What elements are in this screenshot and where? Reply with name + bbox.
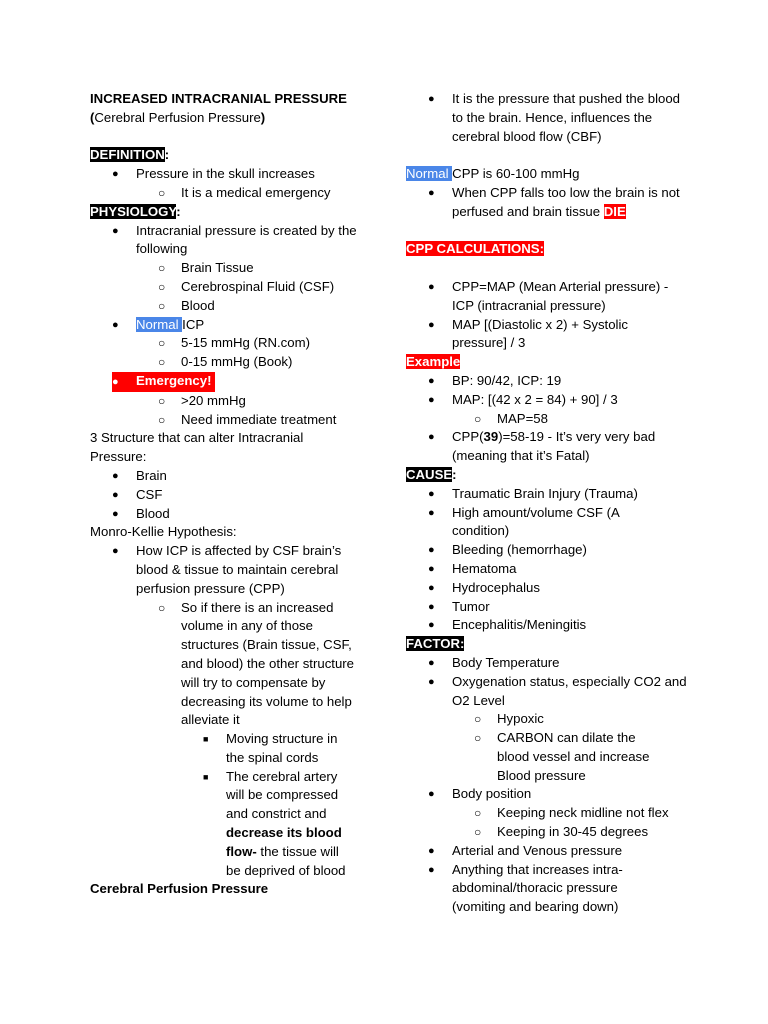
document-subtitle: (Cerebral Perfusion Pressure) [90,109,266,125]
example-heading: Example [406,354,461,370]
list-item: ○ So if there is an increased volume in any of those structures (Brain tissue, CSF, and blood) the other structure will try to compensate by decreasing its volume to help alleviate it [158,599,355,728]
list-item: ○ 0-15 mmHg (Book) [158,354,293,370]
list-item: ○ Cerebrospinal Fluid (CSF) [158,278,335,294]
list-item: ○ >20 mmHg [158,392,246,408]
list-item: ● BP: 90/42, ICP: 19 [428,372,562,388]
document-title: INCREASED INTRACRANIAL PRESSURE [90,91,347,106]
list-item: ● Body Temperature [428,654,560,670]
structure-intro: 3 Structure that can alter Intracranial Pressure: [90,430,304,465]
list-item: ● Tumor [428,598,490,614]
right-column [406,90,706,917]
normal-highlight: Normal [136,316,183,332]
normal-highlight: Normal [406,166,453,182]
list-item: ● How ICP is affected by CSF brain’s blood & tissue to maintain cerebral perfusion pressure (CPP) [112,543,342,596]
list-item: ○ 5-15 mmHg (RN.com) [158,335,310,351]
list-item: ● Anything that increases intra-abdominal/thoracic pressure (vomiting and bearing down) [428,861,623,915]
list-item: ● Encephalitis/Meningitis [428,617,587,633]
list-item: ● Brain [112,467,167,483]
list-item: ○ CARBON can dilate the blood vessel and increase Blood pressure [474,730,650,783]
list-item: ● Intracranial pressure is created by the following [112,222,357,257]
list-item: ● CPP(39)=58-19 - It’s very very bad (meaning that it’s Fatal) [428,429,656,464]
list-item: ○ It is a medical emergency [158,184,331,200]
physiology-heading: PHYSIOLOGY: [90,203,181,219]
list-item: ● It is the pressure that pushed the blood to the brain. Hence, influences the cerebral blood flow (CBF) [428,91,680,144]
list-item: ● When CPP falls too low the brain is not perfused and brain tissue DIE [428,184,680,219]
list-item: ○ Blood [158,297,215,313]
definition-heading: DEFINITION: [90,147,170,163]
list-item: ○ Keeping neck midline not flex [474,805,669,821]
list-item: ■ Moving structure in the spinal cords [203,731,338,765]
list-item: ● Body position [428,786,532,802]
cpp-heading: Cerebral Perfusion Pressure [90,881,269,897]
left-column [90,90,390,899]
list-item: ○ Hypoxic [474,711,544,727]
monro-kellie-title: Monro-Kellie Hypothesis: [90,524,237,540]
list-item: ● MAP [(Diastolic x 2) + Systolic pressure] / 3 [428,316,629,351]
factor-heading: FACTOR: [406,636,465,652]
list-item: ● CPP=MAP (Mean Arterial pressure) - ICP (intracranial pressure) [428,278,669,313]
list-item: ● CSF [112,486,163,502]
list-item: ● Hematoma [428,560,517,576]
list-item: ○ Brain Tissue [158,260,254,276]
list-item: ● Pressure in the skull increases [112,166,315,182]
list-item: ● High amount/volume CSF (A condition) [428,504,620,539]
list-item: ● Hydrocephalus [428,579,540,595]
list-item: ■ The cerebral artery will be compressed and constrict and decrease its blood flow- the tissue will be deprived of blood [203,768,346,878]
list-item: ○ MAP=58 [474,410,548,426]
list-item: ● Blood [112,505,170,521]
list-item: ○ Keeping in 30-45 degrees [474,824,649,840]
emergency-item: ● Emergency! [90,372,390,392]
cpp-calculations-heading: CPP CALCULATIONS: [406,241,544,257]
list-item: ● Bleeding (hemorrhage) [428,542,587,558]
list-item: ● Oxygenation status, especially CO2 and O2 Level [428,673,687,708]
normal-cpp-line: Normal CPP is 60-100 mmHg [406,166,580,182]
list-item: ● MAP: [(42 x 2 = 84) + 90] / 3 [428,391,618,407]
die-highlight: DIE [603,203,626,219]
list-item: ● Traumatic Brain Injury (Trauma) [428,485,638,501]
list-item: ○ Need immediate treatment [158,411,337,427]
list-item: ● Arterial and Venous pressure [428,842,623,858]
cause-heading: CAUSE: [406,466,457,482]
list-item: ● Normal ICP [112,316,205,332]
